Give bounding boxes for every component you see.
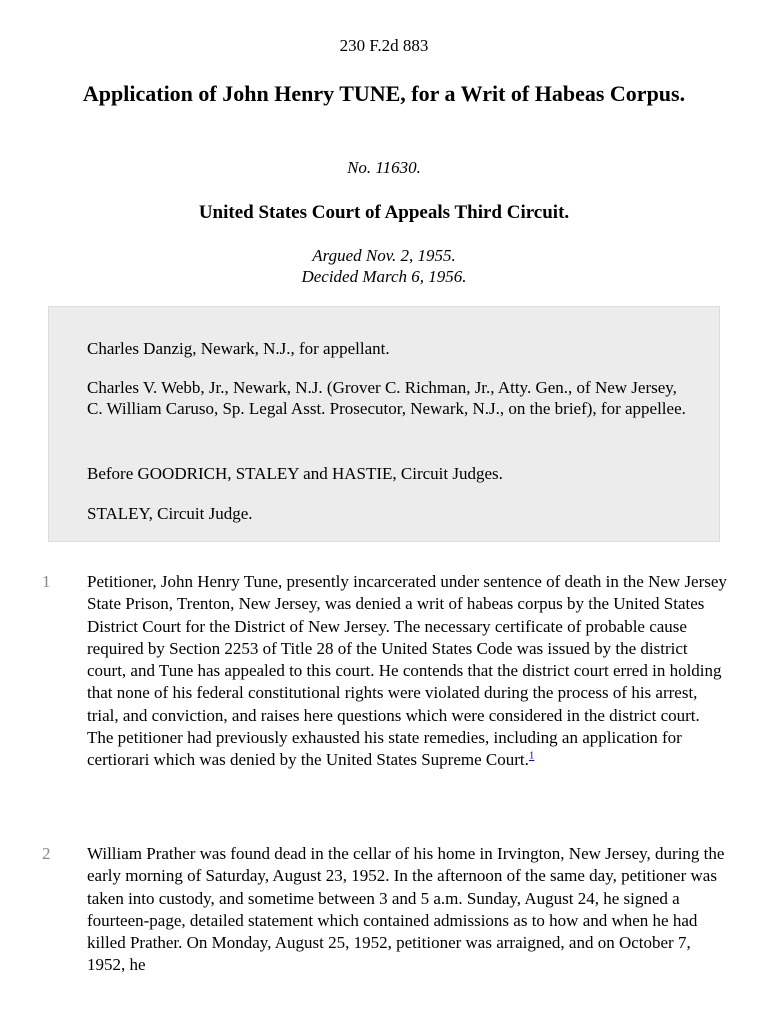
decided-date: Decided March 6, 1956. <box>301 267 467 286</box>
counsel-appellant: Charles Danzig, Newark, N.J., for appellant. <box>87 339 390 358</box>
case-title: Application of John Henry TUNE, for a Writ of Habeas Corpus. <box>82 81 686 106</box>
paragraph-number: 1 <box>42 572 51 591</box>
paragraph-text <box>87 843 727 977</box>
counsel-appellee: Charles V. Webb, Jr., Newark, N.J. (Grover C. Richman, Jr., Atty. Gen., of New Jersey, C. William Caruso, Sp. Legal Asst. Prosecutor, Newark, N.J., on the brief), for appellee. <box>87 378 686 418</box>
counsel-panel <box>48 306 720 542</box>
case-dates <box>0 245 768 287</box>
opinion-author: STALEY, Circuit Judge. <box>87 504 253 523</box>
argued-date: Argued Nov. 2, 1955. <box>312 246 456 265</box>
judges-panel: Before GOODRICH, STALEY and HASTIE, Circuit Judges. <box>87 464 503 483</box>
paragraph-number: 2 <box>42 844 51 863</box>
paragraph-text <box>87 571 727 772</box>
footnote-link[interactable]: 1 <box>528 749 535 762</box>
docket-number: No. 11630. <box>347 158 421 177</box>
case-citation: 230 F.2d 883 <box>339 36 429 55</box>
paragraph-body: William Prather was found dead in the cellar of his home in Irvington, New Jersey, during the early morning of Saturday, August 23, 1952. In the afternoon of the same day, petitioner was taken into custody, and sometime between 3 and 5 a.m. Sunday, August 24, he signed a fourteen-page, detailed statement which contained admissions as to how and when he had killed Prather. On Monday, August 25, 1952, petitioner was arraigned, and on October 7, 1952, he <box>87 844 725 975</box>
paragraph-body: Petitioner, John Henry Tune, presently incarcerated under sentence of death in the New Jersey State Prison, Trenton, New Jersey, was denied a writ of habeas corpus by the United States District Court for the District of New Jersey. The necessary certificate of probable cause required by Section 2253 of Title 28 of the United States Code was issued by the district court, and Tune has appealed to this court. He contends that the district court erred in holding that none of his federal constitutional rights were violated during the process of his arrest, trial, and conviction, and raises here questions which were considered in the district court. The petitioner had previously exhausted his state remedies, including an application for certiorari which was denied by the United States Supreme Court. <box>87 572 727 770</box>
court-name: United States Court of Appeals Third Circuit. <box>198 202 570 223</box>
